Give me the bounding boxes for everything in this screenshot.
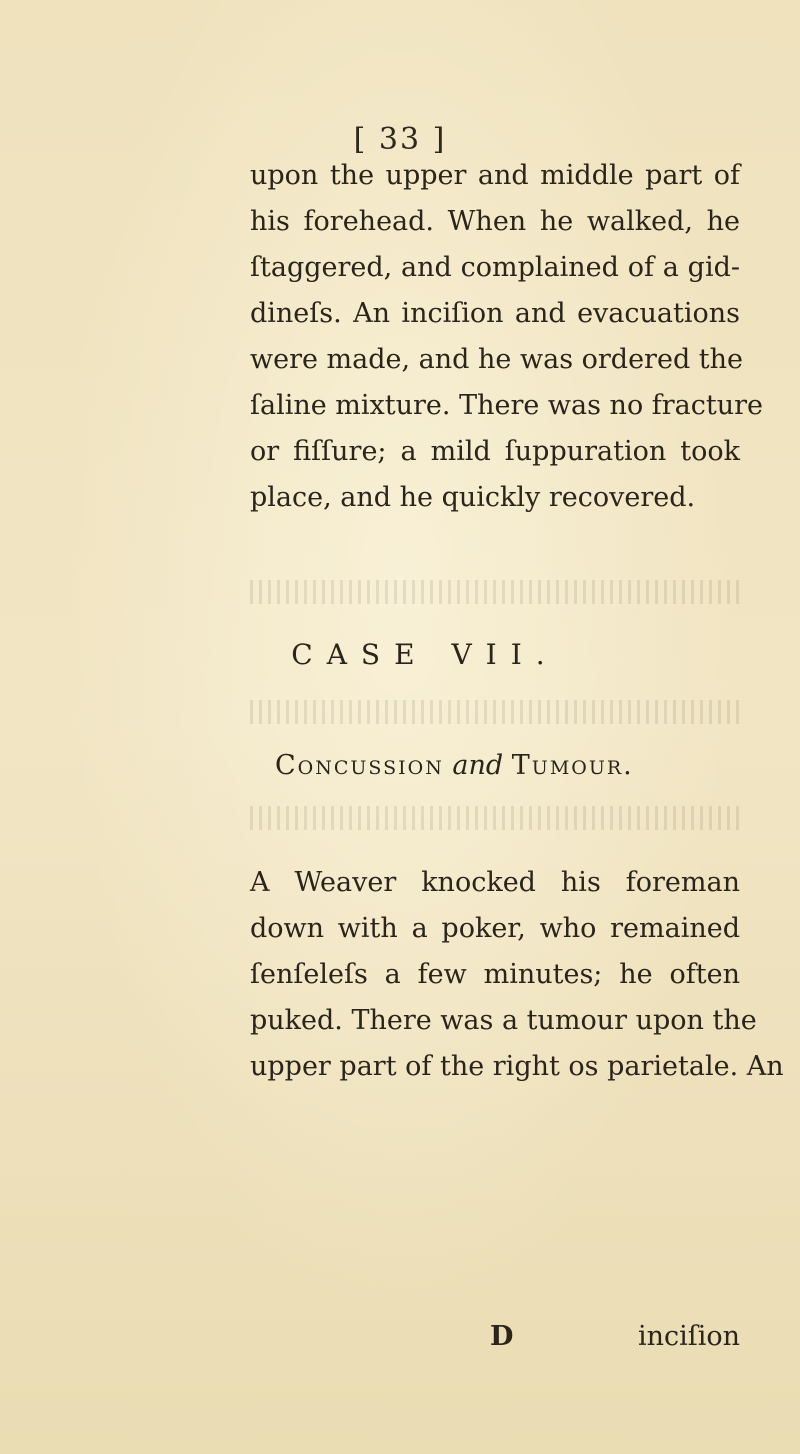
page-number: [ 33 ] — [353, 122, 447, 157]
subheading-concussion: Concussion — [275, 750, 444, 781]
show-through-ink — [250, 700, 740, 724]
text-line: ſtaggered, and complained of a gid- — [250, 252, 740, 283]
show-through-ink — [250, 806, 740, 830]
catchword: inciſion — [637, 1321, 740, 1352]
paragraph-1 — [250, 153, 764, 521]
case-heading: CASE VII. — [291, 638, 559, 671]
paragraph-2 — [250, 860, 784, 1090]
subheading-and: and — [452, 750, 504, 781]
show-through-ink — [250, 580, 740, 604]
subheading-tumour: Tumour. — [511, 750, 634, 781]
text-line: upon the upper and middle part of — [250, 160, 740, 191]
text-line: or fiſſure; a mild ſuppuration took — [250, 436, 740, 467]
text-line: were made, and he was ordered the — [250, 344, 744, 375]
page-footer — [250, 1321, 740, 1361]
text-line: dineſs. An inciſion and evacuations — [250, 298, 740, 329]
text-line: ſenſeleſs a few minutes; he often — [250, 959, 740, 990]
text-line: upper part of the right os parietale. An — [250, 1051, 784, 1082]
text-line: puked. There was a tumour upon the — [250, 1005, 757, 1036]
text-line: ſaline mixture. There was no fracture — [250, 390, 764, 421]
text-line: his forehead. When he walked, he — [250, 206, 740, 237]
case-subheading — [275, 750, 634, 781]
text-line: place, and he quickly recovered. — [250, 482, 696, 513]
text-line: down with a poker, who remained — [250, 913, 740, 944]
text-line: A Weaver knocked his foreman — [250, 867, 740, 898]
signature-mark: D — [490, 1321, 514, 1352]
